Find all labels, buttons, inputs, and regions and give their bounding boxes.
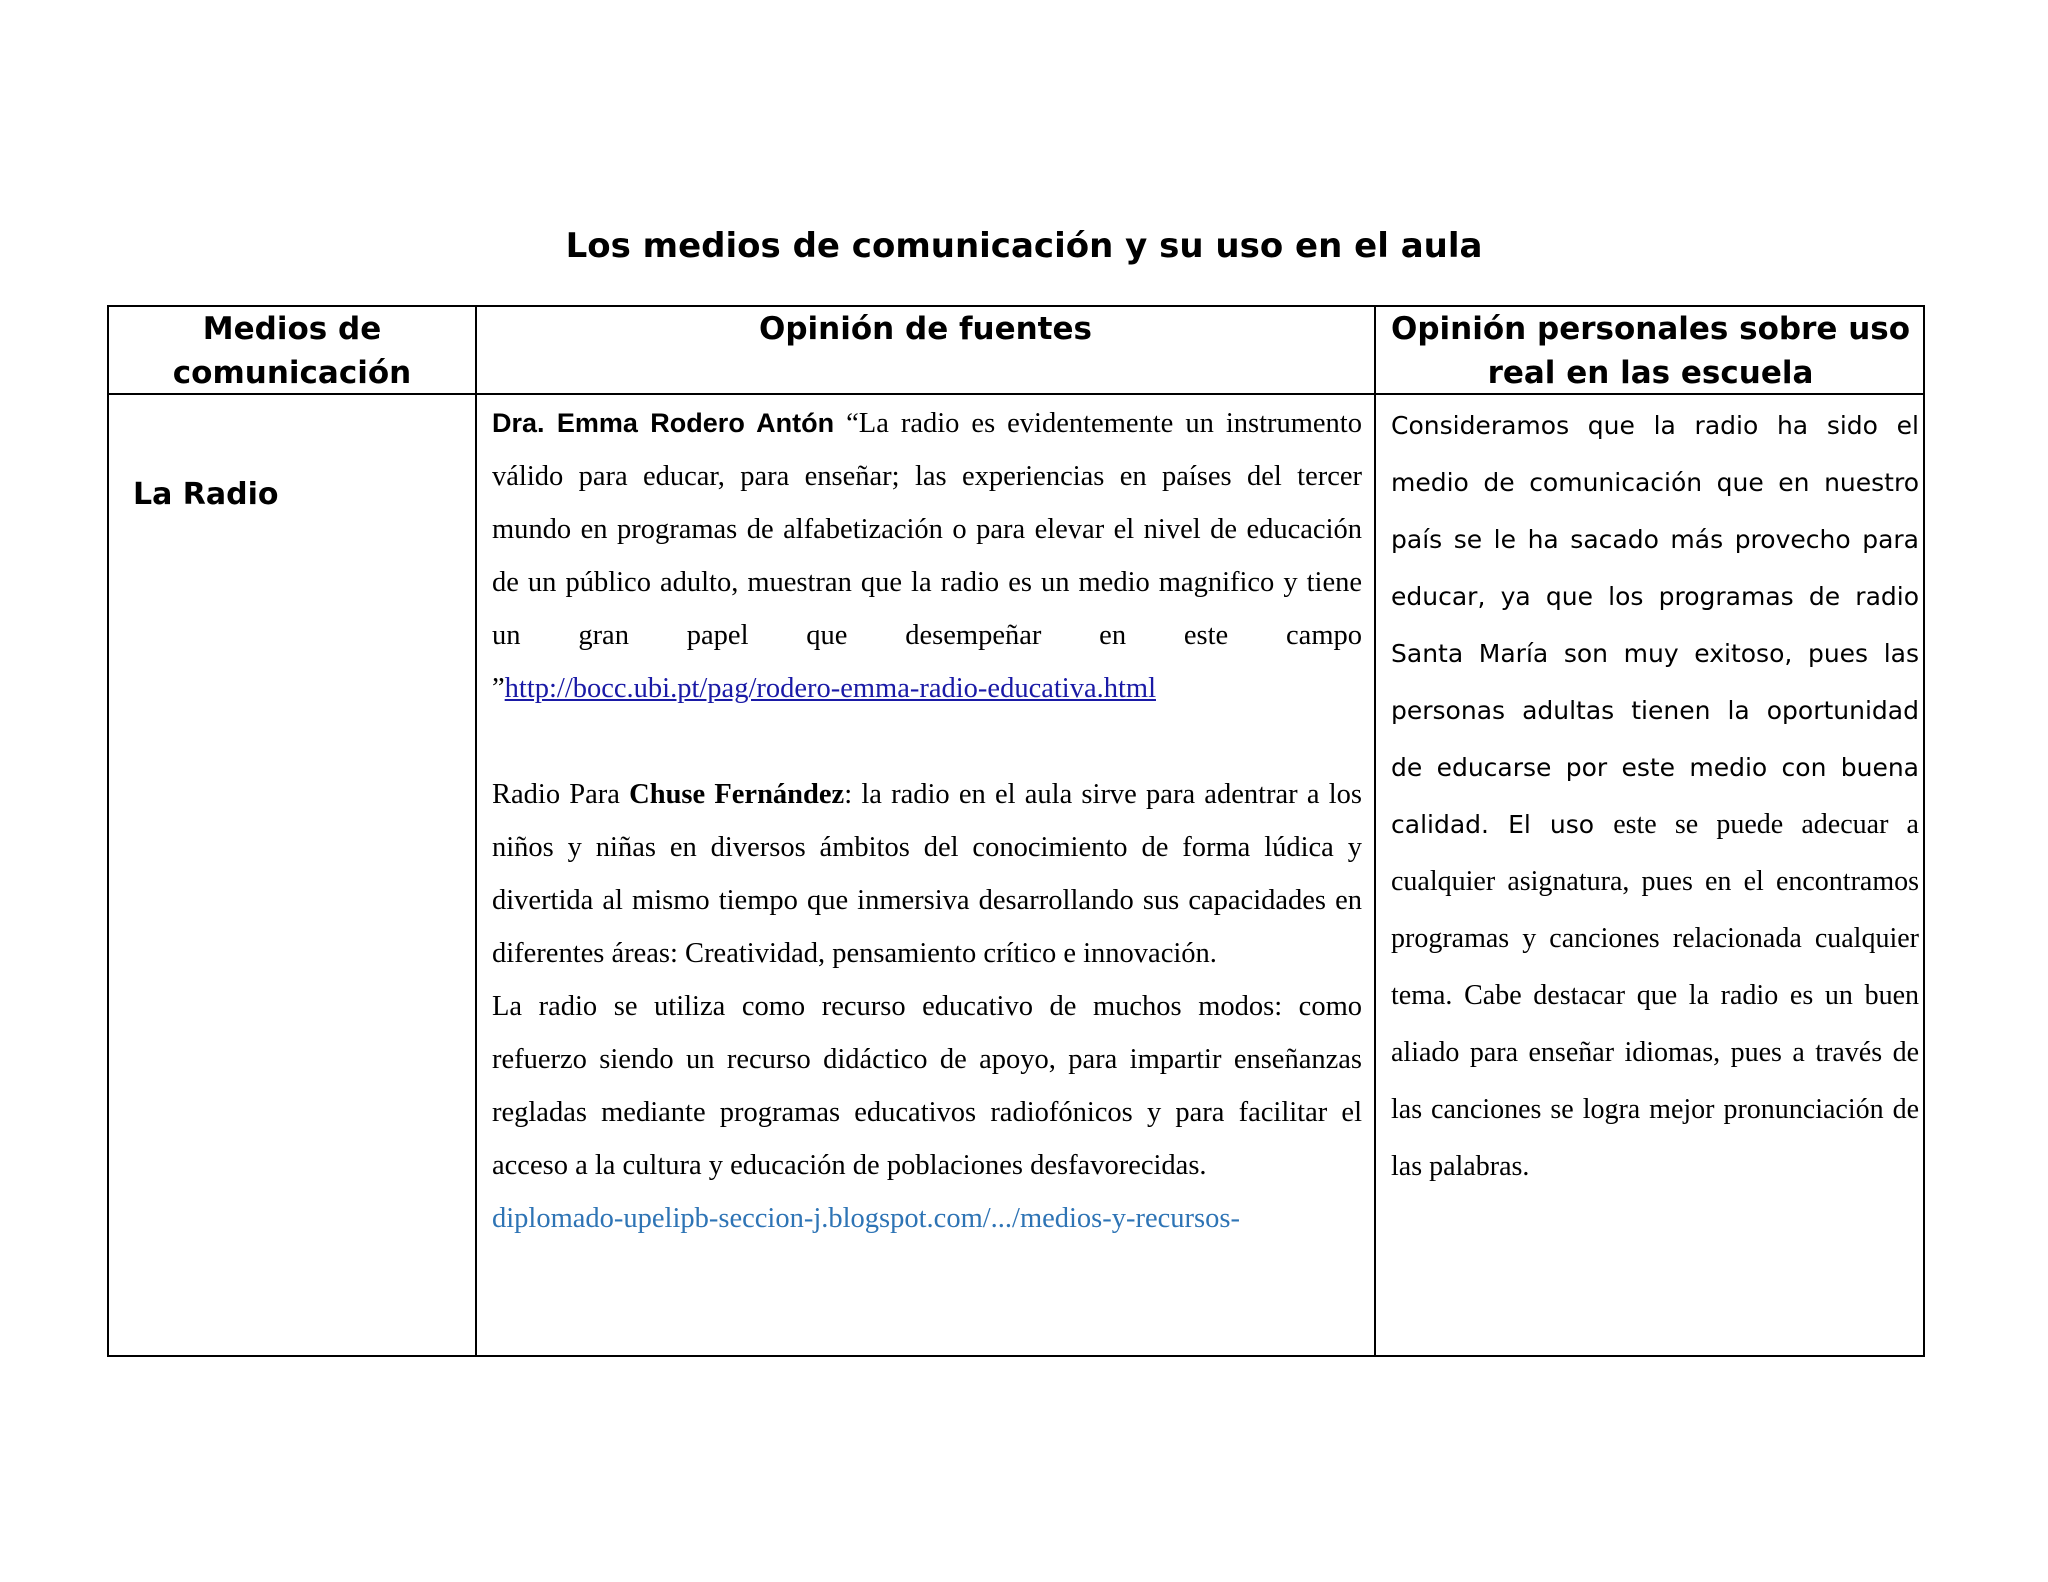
- fuentes-paragraph-1: [492, 397, 1362, 715]
- opinion-text-part-2: este se puede adecuar a cualquier asignatura, pues en el encontramos programas y canciones relacionada cualquier tema. Cabe destacar que la radio es un buen aliado para enseñar idiomas, pues a través de las canciones se logra mejor pronunciación de las palabras.: [1391, 809, 1919, 1182]
- column-divider: [1374, 307, 1376, 1355]
- column-divider: [475, 307, 477, 1355]
- header-personales: Opinión personales sobre uso real en las escuela: [1390, 311, 1911, 391]
- fuentes-cell: [492, 397, 1362, 1245]
- header-medios: Medios de comunicación: [172, 311, 412, 391]
- header-fuentes: Opinión de fuentes: [759, 311, 1092, 347]
- paragraph-text: La radio se utiliza como recurso educativo de muchos modos: como refuerzo siendo un recurso didáctico de apoyo, para impartir enseñanzas regladas mediante programas educativos radiofónicos y para facilitar el acceso a la cultura y educación de poblaciones desfavorecidas.: [492, 991, 1362, 1181]
- source-link[interactable]: diplomado-upelipb-seccion-j.blogspot.com/.../medios-y-recursos-: [492, 1203, 1240, 1234]
- document-title: Los medios de comunicación y su uso en el aula: [565, 226, 1483, 266]
- fuentes-paragraph-3: [492, 980, 1362, 1192]
- author-name: Chuse Fernández: [629, 779, 845, 810]
- source-link[interactable]: http://bocc.ubi.pt/pag/rodero-emma-radio-educativa.html: [504, 673, 1156, 704]
- fuentes-paragraph-2: [492, 768, 1362, 980]
- paragraph-text: : la radio en el aula sirve para adentrar a los niños y niñas en diversos ámbitos del conocimiento de forma lúdica y divertida al mismo tiempo que inmersiva desarrollando sus capacidades en diferentes áreas: Creatividad, pensamiento crítico e innovación.: [492, 779, 1362, 969]
- paragraph-gap: [492, 715, 1362, 768]
- personales-cell: [1391, 397, 1919, 1195]
- media-table: [107, 305, 1925, 1357]
- fuentes-paragraph-4: [492, 1192, 1362, 1245]
- quote-text: “La radio es evidentemente un instrumento válido para educar, para enseñar; las experiencias en países del tercer mundo en programas de alfabetización o para elevar el nivel de educación de un público adulto, muestran que la radio es un medio magnifico y tiene un gran papel que desempeñar en este campo ”: [492, 408, 1362, 704]
- opinion-text-part-1: Consideramos que la radio ha sido el medio de comunicación que en nuestro país se le ha sacado más provecho para educar, ya que los programas de radio Santa María son muy exitoso, pues las personas adultas tienen la oportunidad de educarse por este medio con buena calidad. El uso: [1391, 411, 1919, 839]
- paragraph-prefix: Radio Para: [492, 779, 630, 810]
- author-name: Dra. Emma Rodero Antón: [492, 408, 835, 438]
- personales-paragraph: [1391, 397, 1919, 1195]
- medio-label: La Radio: [133, 477, 279, 512]
